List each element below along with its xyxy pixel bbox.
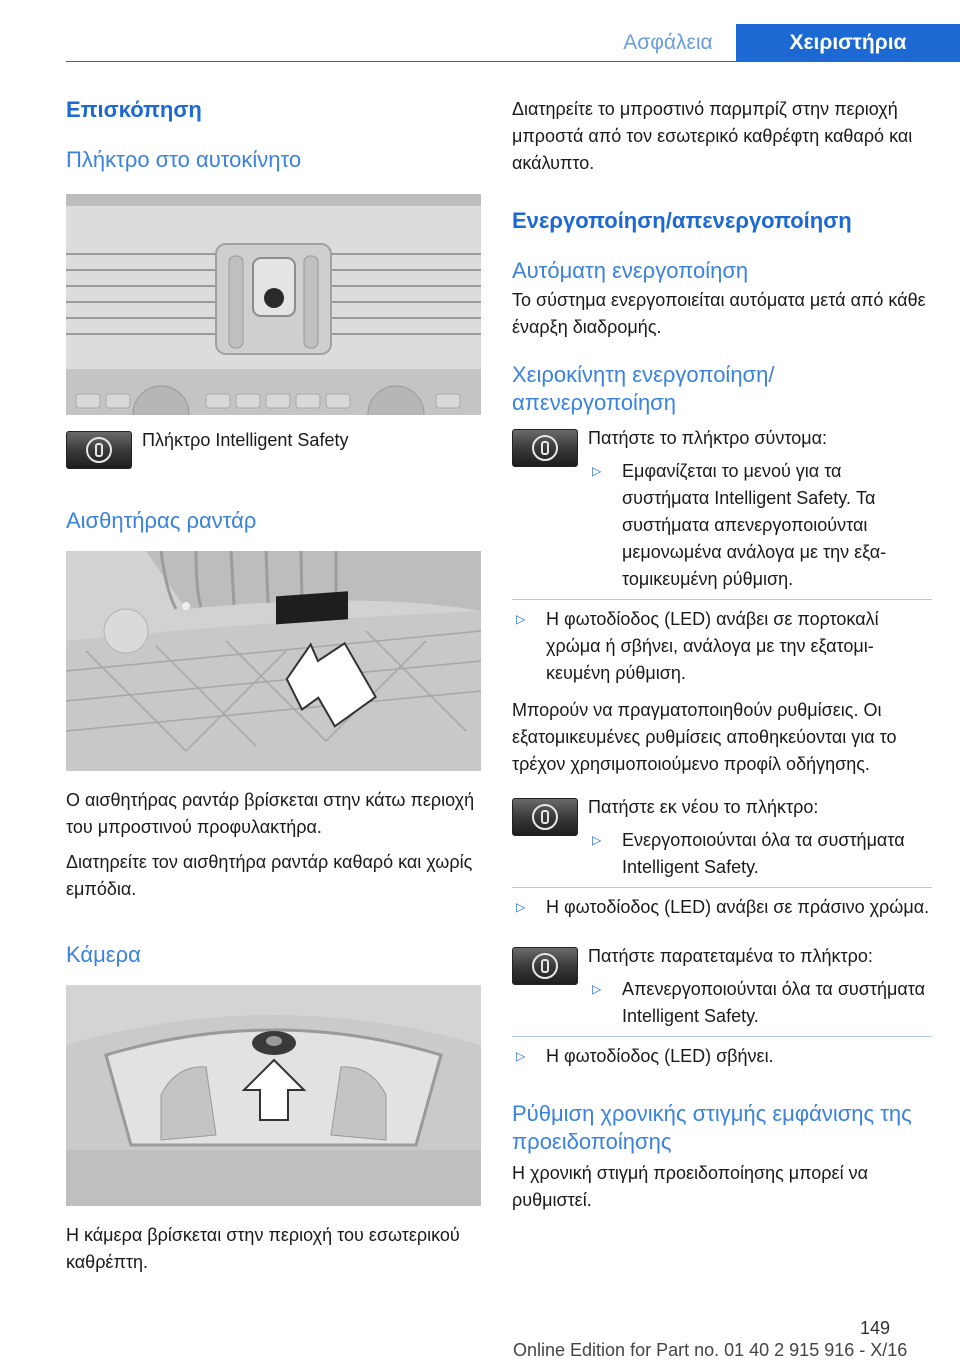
short-bullet-2: Η φωτοδίοδος (LED) ανάβει σε πορτοκαλί χρώμα ή σβήνει, ανάλογα με την εξατομικευμένη ρύθμιση. xyxy=(546,609,879,683)
auto-activation-text: Το σύστημα ενεργοποιείται αυτόματα μετά από κάθε έναρξη διαδρομής. xyxy=(512,290,926,337)
intelligent-safety-button-icon xyxy=(512,429,578,467)
intelligent-safety-button-icon xyxy=(66,431,132,469)
again-bullet-1: Ενεργοποιούνται όλα τα συστήματα Intelligent Safety. xyxy=(622,830,905,877)
triangle-bullet-icon: ▷ xyxy=(516,900,526,914)
press-again-block xyxy=(512,798,932,881)
subheading-auto-activation: Αυτόματη ενεργοποίηση xyxy=(512,258,749,283)
subheading-radar: Αισθητήρας ραντάρ xyxy=(66,508,257,533)
subheading-manual-activation: Χειροκίνητη ενεργοποίηση/ απενεργοποίηση xyxy=(512,362,775,415)
bullet-divider xyxy=(512,1036,932,1037)
button-caption: Πλήκτρο Intelligent Safety xyxy=(142,430,349,450)
edition-footer: Online Edition for Part no. 01 40 2 915 916 - X/16 xyxy=(513,1340,908,1360)
list-item xyxy=(512,606,932,687)
figure-dashboard-button xyxy=(66,194,481,415)
subheading-warning-timing: Ρύθμιση χρονικής στιγμής εμφάνισης της προειδοποίησης xyxy=(512,1101,912,1154)
triangle-bullet-icon: ▷ xyxy=(592,464,602,478)
dashboard-illustration xyxy=(66,194,481,415)
tab-safety[interactable]: Ασφάλεια xyxy=(623,31,713,54)
subheading-camera: Κάμερα xyxy=(66,942,141,967)
press-again-text: Πατήστε εκ νέου το πλήκτρο: xyxy=(588,797,819,817)
bullet-divider xyxy=(512,599,932,600)
left-column xyxy=(66,96,481,1276)
press-long-text: Πατήστε παρατεταμένα το πλήκτρο: xyxy=(588,946,873,966)
windshield-clean-text: Διατηρείτε το μπροστινό παρμπρίζ στην περιοχή μπροστά από τον εσωτερικό καθρέφτη καθαρό και ακάλυπτο. xyxy=(512,99,913,173)
list-item xyxy=(588,458,932,593)
list-item xyxy=(512,1043,932,1070)
triangle-bullet-icon: ▷ xyxy=(516,1049,526,1063)
triangle-bullet-icon: ▷ xyxy=(592,982,602,996)
radar-clean-text: Διατηρείτε τον αισθητήρα ραντάρ καθαρό και χωρίς εμπόδια. xyxy=(66,852,473,899)
radar-location-text: Ο αισθητήρας ραντάρ βρίσκεται στην κάτω περιοχή του μπροστινού προφυλακτήρα. xyxy=(66,790,475,837)
section-heading-activation: Ενεργοποίηση/απενεργοποίηση xyxy=(512,208,852,233)
settings-text: Μπορούν να πραγματοποιηθούν ρυθμίσεις. Οι εξατομικευμένες ρυθμίσεις αποθηκεύονται για το τρέχον χρησιμοποιούμενο προφίλ οδήγησης. xyxy=(512,700,897,774)
intelligent-safety-button-icon xyxy=(512,798,578,836)
figure-camera xyxy=(66,985,481,1206)
figure-radar-sensor xyxy=(66,551,481,771)
camera-illustration xyxy=(66,985,481,1206)
press-short-text: Πατήστε το πλήκτρο σύντομα: xyxy=(588,428,828,448)
list-item xyxy=(588,976,932,1030)
list-item xyxy=(512,894,932,921)
camera-location-text: Η κάμερα βρίσκεται στην περιοχή του εσωτερικού καθρέπτη. xyxy=(66,1225,460,1272)
radar-illustration xyxy=(66,551,481,771)
page-number: 149 xyxy=(860,1318,891,1338)
list-item xyxy=(588,827,932,881)
long-bullet-2: Η φωτοδίοδος (LED) σβήνει. xyxy=(546,1046,774,1066)
bullet-divider xyxy=(512,887,932,888)
press-long-block xyxy=(512,947,932,1030)
page-header xyxy=(0,0,960,62)
triangle-bullet-icon: ▷ xyxy=(516,612,526,626)
subheading-button: Πλήκτρο στο αυτοκίνητο xyxy=(66,147,302,172)
long-bullet-1: Απενεργοποιούνται όλα τα συστήματα Intelligent Safety. xyxy=(622,979,926,1026)
again-bullet-2: Η φωτοδίοδος (LED) ανάβει σε πράσινο χρώμα. xyxy=(546,897,930,917)
intelligent-safety-button-icon xyxy=(512,947,578,985)
section-heading-overview: Επισκόπηση xyxy=(66,97,202,122)
right-column xyxy=(512,96,932,1214)
short-bullet-1: Εμφανίζεται το μενού για τα συστήματα Intelligent Safety. Τα συστήματα απενεργοποιούνται μεμονωμένα ανάλογα με την εξατομικευμένη ρύθμιση. xyxy=(622,461,887,589)
warning-timing-text: Η χρονική στιγμή προειδοποίησης μπορεί να ρυθμιστεί. xyxy=(512,1163,868,1210)
button-caption-row xyxy=(66,431,481,469)
header-divider xyxy=(66,61,960,62)
press-short-block xyxy=(512,429,932,593)
triangle-bullet-icon: ▷ xyxy=(592,833,602,847)
tab-controls[interactable]: Χειριστήρια xyxy=(736,24,960,62)
